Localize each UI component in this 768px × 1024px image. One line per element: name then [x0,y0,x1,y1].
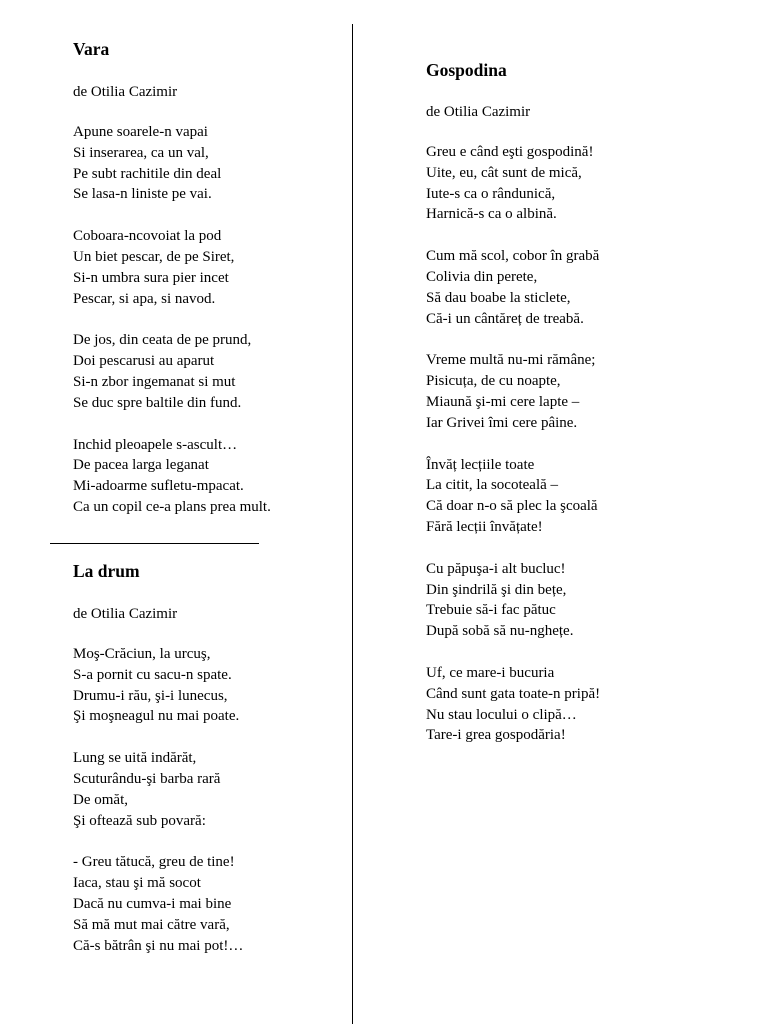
poem-line: Să dau boabe la sticlete, [426,289,571,306]
poem-line: Coboara-ncovoiat la pod [73,228,222,245]
poem-line: Pe subt rachitile din deal [73,165,222,182]
poem-line: Se lasa-n liniste pe vai. [73,186,212,203]
stanza [426,455,600,538]
poem-stanzas [73,122,271,518]
poem-line: Când sunt gata toate-n pripă! [426,685,601,702]
poem-line: Iute-s ca o rândunică, [426,185,556,202]
poem-line: De pacea larga leganat [73,457,209,474]
stanza [73,748,243,831]
poem-line: Colivia din perete, [426,268,538,285]
poem-line: De omăt, [73,791,128,808]
poem-line: Uf, ce mare-i bucuria [426,664,555,681]
poem-la-drum [73,561,243,977]
poem-line: La citit, la socoteală – [426,477,559,494]
poem-line: Cum mă scol, cobor în grabă [426,248,600,265]
poem-line: Pescar, si apa, si navod. [73,290,216,307]
poem-line: Vreme multă nu-mi rămâne; [426,352,596,369]
poem-line: Dacă nu cumva-i mai bine [73,895,232,912]
stanza [73,852,243,956]
poem-separator [50,543,259,544]
poem-line: S-a pornit cu sacu-n spate. [73,666,232,683]
poem-line: Că-s bătrân şi nu mai pot!… [73,937,244,954]
poem-line: Harnică-s ca o albină. [426,206,557,223]
poem-line: Nu stau locului o clipă… [426,706,577,723]
poem-line: Si inserarea, ca un val, [73,144,209,161]
stanza [426,663,600,746]
stanza [73,435,271,518]
poem-line: Mi-adoarme sufletu-mpacat. [73,478,244,495]
poem-line: Si-n zbor ingemanat si mut [73,373,236,390]
poem-line: Iaca, stau şi mă socot [73,875,201,892]
poem-line: Că-i un cântăreț de treabă. [426,310,584,327]
stanza [73,330,271,413]
stanza [426,350,600,433]
poem-title: Vara [73,39,110,59]
stanza [426,142,600,225]
poem-line: Cu păpuşa-i alt bucluc! [426,560,566,577]
poem-line: Trebuie să-i fac pătuc [426,602,556,619]
poem-line: După sobă să nu-nghețe. [426,623,574,640]
stanza [73,122,271,205]
poem-author: de Otilia Cazimir [426,104,531,120]
poem-line: Drumu-i rău, şi-i lunecus, [73,687,228,704]
poem-line: Apune soarele-n vapai [73,124,208,140]
poem-line: Uite, eu, cât sunt de mică, [426,164,582,181]
poem-line: - Greu tătucă, greu de tine! [73,854,235,871]
stanza [73,644,243,727]
poem-line: De jos, din ceata de pe prund, [73,332,252,349]
column-divider [352,24,353,1024]
poem-line: Că doar n-o să plec la şcoală [426,498,598,515]
poem-line: Din şindrilă şi din bețe, [426,581,567,598]
stanza [426,246,600,329]
poem-line: Lung se uită indărăt, [73,750,197,767]
poem-line: Scuturându-şi barba rară [73,770,221,787]
poem-line: Se duc spre baltile din fund. [73,394,242,411]
poem-line: Fără lecții învățate! [426,518,543,535]
poem-author: de Otilia Cazimir [73,606,178,622]
poem-line: Inchid pleoapele s-ascult… [73,436,238,453]
poem-line: Un biet pescar, de pe Siret, [73,248,235,265]
poem-line: Greu e când eşti gospodină! [426,144,594,160]
stanza [73,226,271,309]
poem-line: Şi moşneagul nu mai poate. [73,708,240,725]
poem-stanzas [426,142,600,746]
poem-title: La drum [73,561,140,581]
poem-author: de Otilia Cazimir [73,84,178,100]
poem-line: Învăț lecțiile toate [426,456,535,473]
poem-line: Miaună şi-mi cere lapte – [426,393,580,410]
poem-line: Moş-Crăciun, la urcuş, [73,646,211,662]
stanza [426,559,600,642]
poem-stanzas [73,644,243,956]
poem-line: Doi pescarusi au aparut [73,353,215,370]
poem-line: Ca un copil ce-a plans prea mult. [73,498,271,515]
poem-title: Gospodina [426,60,507,80]
poem-line: Pisicuța, de cu noapte, [426,373,561,390]
poem-line: Tare-i grea gospodăria! [426,727,566,744]
poem-gospodina [426,60,600,767]
poem-line: Şi oftează sub povară: [73,812,206,829]
poem-line: Să mă mut mai către vară, [73,916,230,933]
poem-vara [73,39,271,539]
poem-line: Si-n umbra sura pier incet [73,269,229,286]
poem-line: Iar Grivei îmi cere pâine. [426,414,578,431]
